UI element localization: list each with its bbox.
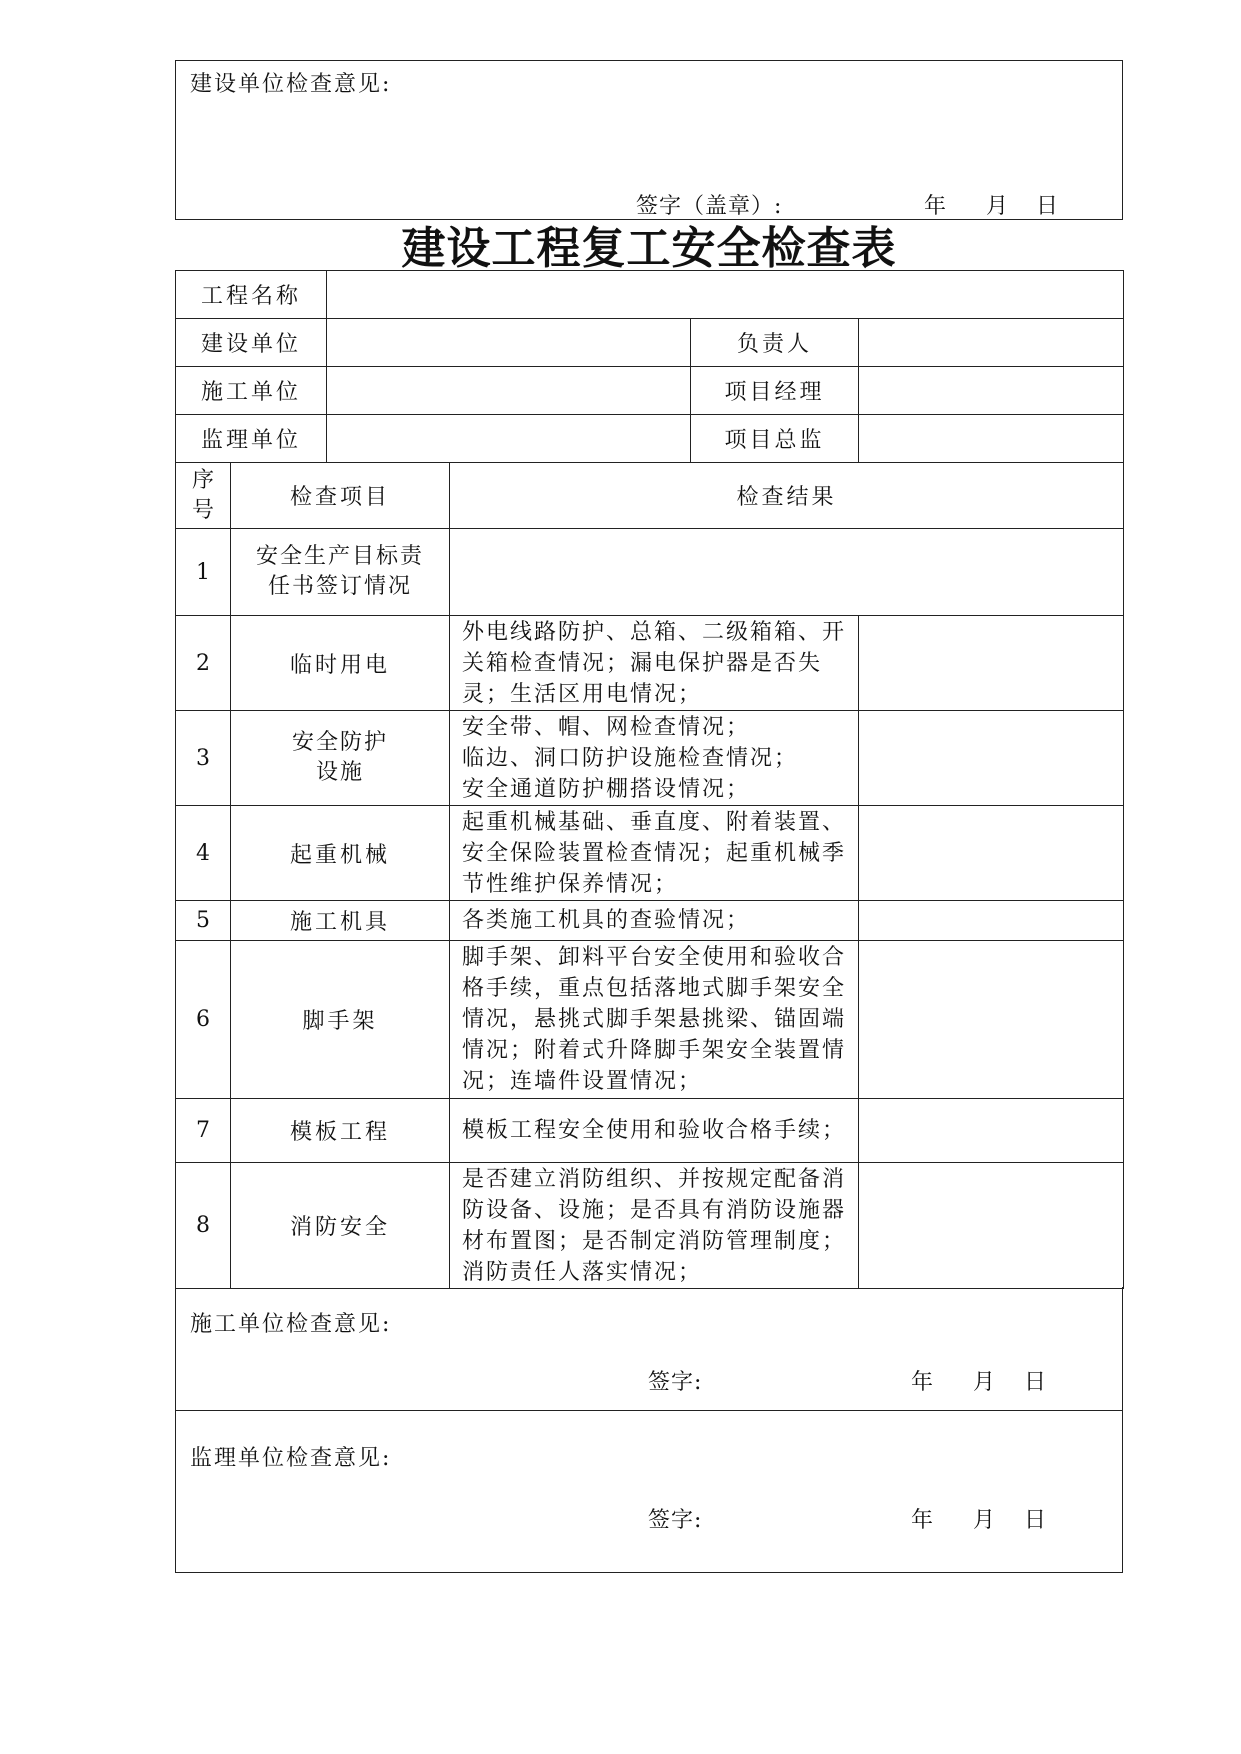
row-content: 外电线路防护、总箱、二级箱箱、开关箱检查情况；漏电保护器是否失灵；生活区用电情况；	[450, 616, 859, 711]
contractor-opinion-box	[175, 1287, 1123, 1411]
row-result[interactable]	[859, 901, 1124, 941]
owner-sign-label: 签字（盖章）:	[636, 194, 783, 219]
row-result[interactable]	[859, 941, 1124, 1099]
row-result[interactable]	[859, 1163, 1124, 1289]
row-content: 各类施工机具的查验情况；	[450, 901, 859, 941]
row-seq: 8	[176, 1163, 231, 1289]
header-row-project-name	[176, 271, 1124, 319]
header-row-owner	[176, 319, 1124, 367]
row-item: 临时用电	[231, 616, 450, 711]
table-row	[176, 711, 1124, 806]
supervision-sign-year: 年	[911, 1508, 935, 1533]
check-result-header: 检查结果	[450, 463, 1124, 529]
row-result[interactable]	[859, 711, 1124, 806]
contractor-sign-year: 年	[911, 1370, 935, 1395]
contractor-opinion-label: 施工单位检查意见:	[190, 1312, 392, 1337]
row-result[interactable]	[859, 616, 1124, 711]
row-item: 消防安全	[231, 1163, 450, 1289]
row-item: 模板工程	[231, 1099, 450, 1163]
supervision-sign-day: 日	[1024, 1508, 1048, 1533]
row-item: 起重机械	[231, 806, 450, 901]
row-seq: 7	[176, 1099, 231, 1163]
contractor-sign-day: 日	[1024, 1370, 1048, 1395]
chief-supervisor-value[interactable]	[859, 415, 1124, 463]
table-row	[176, 1099, 1124, 1163]
contractor-unit-value[interactable]	[327, 367, 691, 415]
table-row	[176, 806, 1124, 901]
project-manager-value[interactable]	[859, 367, 1124, 415]
owner-sign-month: 月	[986, 194, 1010, 219]
row-result[interactable]	[859, 1099, 1124, 1163]
owner-sign-day: 日	[1036, 194, 1060, 219]
row-seq: 3	[176, 711, 231, 806]
chief-supervisor-label: 项目总监	[691, 415, 859, 463]
row-seq: 4	[176, 806, 231, 901]
row-item: 安全防护设施	[231, 711, 450, 806]
owner-unit-value[interactable]	[327, 319, 691, 367]
project-name-value[interactable]	[327, 271, 1124, 319]
responsible-person-value[interactable]	[859, 319, 1124, 367]
owner-opinion-label: 建设单位检查意见:	[190, 72, 392, 97]
table-row	[176, 529, 1124, 616]
row-item: 安全生产目标责任书签订情况	[231, 529, 450, 616]
supervision-sign-month: 月	[973, 1508, 997, 1533]
owner-unit-label: 建设单位	[176, 319, 327, 367]
project-manager-label: 项目经理	[691, 367, 859, 415]
header-row-supervisor	[176, 415, 1124, 463]
check-item-header: 检查项目	[231, 463, 450, 529]
seq-header: 序 号	[176, 463, 231, 529]
row-seq: 6	[176, 941, 231, 1099]
column-header-row	[176, 463, 1124, 529]
row-content: 是否建立消防组织、并按规定配备消防设备、设施；是否具有消防设施器材布置图；是否制定消防管理制度；消防责任人落实情况；	[450, 1163, 859, 1289]
row-content: 脚手架、卸料平台安全使用和验收合格手续，重点包括落地式脚手架安全情况，悬挑式脚手架悬挑梁、锚固端情况；附着式升降脚手架安全装置情况；连墙件设置情况；	[450, 941, 859, 1099]
supervision-sign-label: 签字:	[648, 1508, 703, 1533]
supervision-opinion-box	[175, 1411, 1123, 1573]
table-row	[176, 616, 1124, 711]
contractor-sign-month: 月	[973, 1370, 997, 1395]
form-title: 建设工程复工安全检查表	[401, 223, 897, 274]
table-row	[176, 941, 1124, 1099]
row-item: 施工机具	[231, 901, 450, 941]
table-row	[176, 901, 1124, 941]
project-name-label: 工程名称	[176, 271, 327, 319]
table-row	[176, 1163, 1124, 1289]
inspection-table	[175, 270, 1124, 1289]
construction-owner-opinion-box	[175, 60, 1123, 220]
row-result[interactable]	[450, 529, 1124, 616]
row-content: 起重机械基础、垂直度、附着装置、安全保险装置检查情况；起重机械季节性维护保养情况；	[450, 806, 859, 901]
row-seq: 1	[176, 529, 231, 616]
contractor-unit-label: 施工单位	[176, 367, 327, 415]
responsible-person-label: 负责人	[691, 319, 859, 367]
row-content: 模板工程安全使用和验收合格手续；	[450, 1099, 859, 1163]
row-seq: 5	[176, 901, 231, 941]
row-seq: 2	[176, 616, 231, 711]
supervision-unit-value[interactable]	[327, 415, 691, 463]
supervision-opinion-label: 监理单位检查意见:	[190, 1446, 392, 1471]
header-row-contractor	[176, 367, 1124, 415]
supervision-unit-label: 监理单位	[176, 415, 327, 463]
owner-sign-year: 年	[924, 194, 948, 219]
row-result[interactable]	[859, 806, 1124, 901]
contractor-sign-label: 签字:	[648, 1370, 703, 1395]
row-item: 脚手架	[231, 941, 450, 1099]
row-content: 安全带、帽、网检查情况； 临边、洞口防护设施检查情况； 安全通道防护棚搭设情况；	[450, 711, 859, 806]
